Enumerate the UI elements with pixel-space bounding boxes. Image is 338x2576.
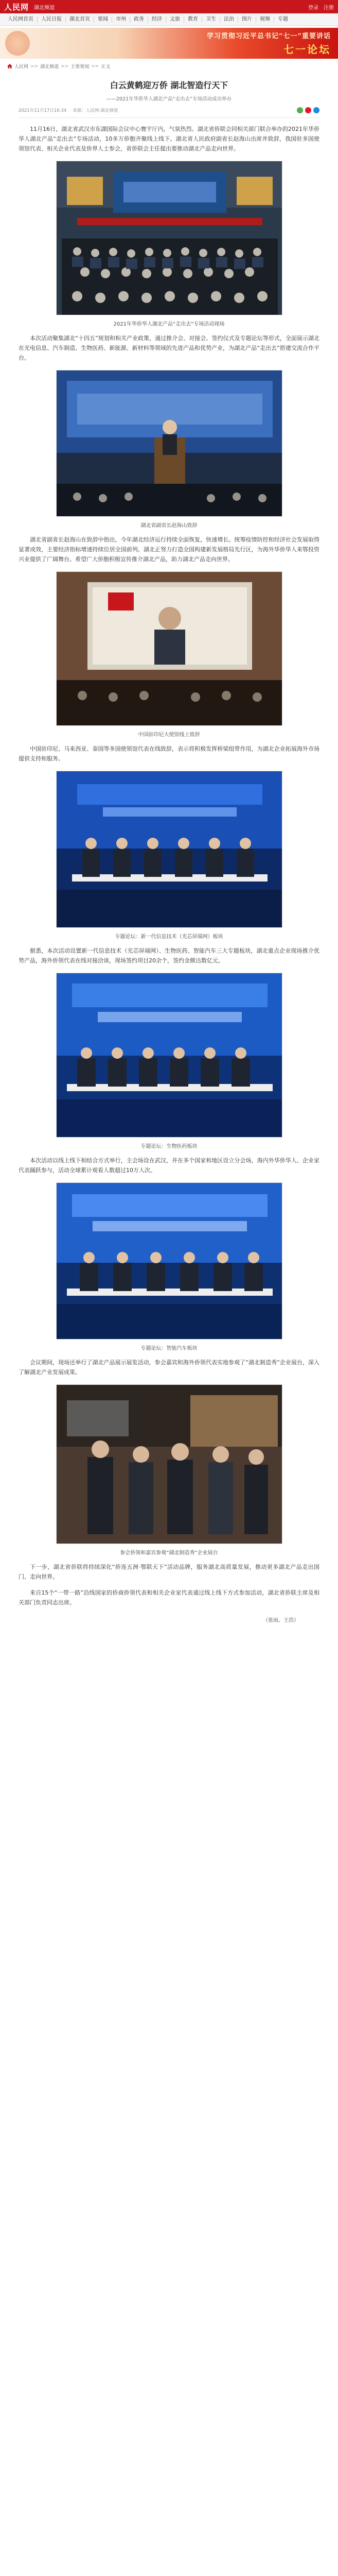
photo-caption: 专题论坛：智能汽车板块	[140, 1346, 198, 1351]
breadcrumb-separator: >>	[61, 63, 69, 69]
promo-banner[interactable]	[0, 28, 338, 59]
article-paragraph: 本次活动以线上线下相结合方式举行，主会场设在武汉，并在多个国家和地区设立分会场，海内外华侨华人、企业家代表踊跃参与，活动全球累计观看人数超过10万人次。	[19, 1157, 319, 1174]
site-logo[interactable]: 人民网	[4, 2, 29, 12]
forum-panel-image-2	[57, 973, 282, 1138]
breadcrumb-item: 正文	[101, 64, 111, 70]
photo-signing	[56, 771, 282, 928]
photo-vice-governor	[56, 370, 282, 517]
weibo-share-icon[interactable]	[305, 107, 311, 113]
photo-caption: 中国驻印尼大使馆线上致辞	[138, 732, 200, 738]
breadcrumb-separator: >>	[91, 63, 99, 69]
photo-caption: 2021年华侨华人湖北产品“走出去”专场活动现场	[113, 321, 225, 327]
speaker-image	[57, 370, 282, 517]
nav-item[interactable]: 人民网首页	[4, 16, 38, 23]
site-channel[interactable]: 湖北频道	[34, 5, 55, 11]
nav-item[interactable]: 图片	[238, 16, 256, 23]
photo-caption: 参会侨领和嘉宾参观“湖北制造秀”企业展台	[120, 1550, 218, 1556]
article-paragraph: 湖北省副省长赵海山在致辞中指出，今年湖北经济运行持续全面恢复，快速增长。统筹疫情防控和经济社会发展取得显著成效，主要经济指标增速持续位居全国前列。湖北正努力打造全国构建新发展格局先行区，为海外华侨华人来鄂投资兴业提供了广阔舞台。希望广大侨胞积极宣传推介湖北产品，助力湖北产品走向世界。	[19, 536, 319, 563]
forum-panel-image-1	[57, 771, 282, 928]
venue-image	[57, 161, 282, 315]
banner-headline: 学习贯彻习近平总书记“七一”重要讲话	[207, 32, 331, 40]
main-nav	[0, 13, 338, 26]
article-meta	[19, 107, 319, 118]
photo-caption: 专题论坛：新一代信息技术（光芯屏端网）板块	[115, 934, 223, 940]
remote-speech-image	[57, 572, 282, 726]
article-paragraph: 11月16日，湖北省武汉市东湖国际会议中心寰宇厅内，气氛热烈。湖北省侨联会同相关部门联合举办的2021年华侨华人湖北产品“走出去”专场活动，10多万侨胞齐聚线上线下。湖北省人民政府副省长赵海山出席并致辞，我国驻多国使领馆代表、相关企业代表及侨界人士参会，省侨联会主任提出要推动湖北产品走向世界。	[19, 126, 319, 152]
nav-item[interactable]: 人民日报	[38, 16, 66, 23]
nav-item[interactable]: 政务	[130, 16, 148, 23]
photo-auto	[56, 1182, 282, 1340]
article-paragraph: 下一步，湖北省侨联将持续深化“侨连五洲·鄂联天下”活动品牌，服务湖北高质量发展，推动更多湖北产品走出国门、走向世界。	[19, 1564, 319, 1580]
article-paragraph: 中国驻印尼、马来西亚、泰国等多国使领馆代表在线致辞，表示将积极发挥桥梁纽带作用，为湖北企业拓展海外市场提供支持和服务。	[19, 745, 319, 762]
nav-item[interactable]: 视频	[256, 16, 274, 23]
nav-item[interactable]: 专题	[278, 16, 288, 22]
article-paragraph: 据悉，本次活动设置新一代信息技术（光芯屏端网）、生物医药、智能汽车三大专题板块，湖北重点企业现场推介优势产品，海外侨领代表在线对接洽谈，现场签约项目20余个，签约金额达数亿元。	[19, 947, 319, 964]
register-link[interactable]: 注册	[324, 5, 334, 11]
photo-caption: 专题论坛：生物医药板块	[140, 1144, 198, 1149]
banner-decoration	[5, 31, 30, 56]
exhibition-visit-image	[57, 1385, 282, 1544]
breadcrumb-item[interactable]: 人民网	[14, 64, 29, 70]
photo-remote	[56, 571, 282, 726]
article	[0, 79, 338, 1623]
breadcrumb-separator: >>	[30, 63, 39, 69]
nav-item[interactable]: 要闻	[94, 16, 112, 23]
photo-visit	[56, 1384, 282, 1544]
top-bar	[0, 0, 338, 13]
breadcrumb-item[interactable]: 主要要闻	[70, 64, 90, 70]
article-paragraph: 本次活动聚集湖北“十四五”规划和相关产业政策，通过推介会、对接会、签约仪式及专题论坛等形式，全面展示湖北在光电信息、汽车制造、生物医药、新能源、新材料等领域的先进产品和优势产业，为湖北产品“走出去”搭建交流合作平台。	[19, 335, 319, 361]
nav-item[interactable]: 湖北首页	[66, 16, 94, 23]
login-link[interactable]: 登录	[308, 5, 318, 11]
wechat-share-icon[interactable]	[297, 107, 303, 113]
publish-date: 2021年11月17日16:34	[19, 108, 67, 113]
breadcrumb-item[interactable]: 湖北频道	[40, 64, 59, 70]
nav-item[interactable]: 法治	[220, 16, 238, 23]
article-paragraph: 会议期间，现场还举行了湖北产品展示展览活动，参会嘉宾和海外侨领代表实地参观了“湖北制造秀”企业展台，深入了解湖北产业发展成果。	[19, 1359, 319, 1376]
share-bar	[297, 107, 319, 113]
article-subtitle: ——2021年华侨华人湖北产品“走出去”专场活动成功举办	[106, 96, 232, 102]
article-author: （张雨、王浩）	[263, 1618, 299, 1623]
home-icon	[7, 64, 12, 69]
nav-item[interactable]: 卫生	[202, 16, 220, 23]
photo-caption: 湖北省副省长赵海山致辞	[140, 523, 198, 529]
photo-venue	[56, 161, 282, 315]
photo-health	[56, 973, 282, 1138]
nav-item[interactable]: 市州	[112, 16, 130, 23]
article-paragraph: 来自15个“一带一路”沿线国家的侨商侨领代表和相关企业家代表通过线上线下方式参加活动，湖北省侨联主席及相关部门负责同志出席。	[19, 1589, 319, 1606]
nav-item[interactable]: 教育	[184, 16, 202, 23]
nav-item[interactable]: 文旅	[166, 16, 184, 23]
breadcrumb	[0, 59, 338, 74]
forum-panel-image-3	[57, 1183, 282, 1340]
banner-text	[207, 30, 331, 56]
nav-item[interactable]: 经济	[148, 16, 166, 23]
article-source: 来源：人民网-湖北频道	[73, 108, 118, 113]
qzone-share-icon[interactable]	[313, 107, 319, 113]
banner-forum-title: 七一论坛	[283, 43, 331, 56]
article-title: 白云黄鹤迎万侨 湖北智造行天下	[110, 80, 228, 90]
